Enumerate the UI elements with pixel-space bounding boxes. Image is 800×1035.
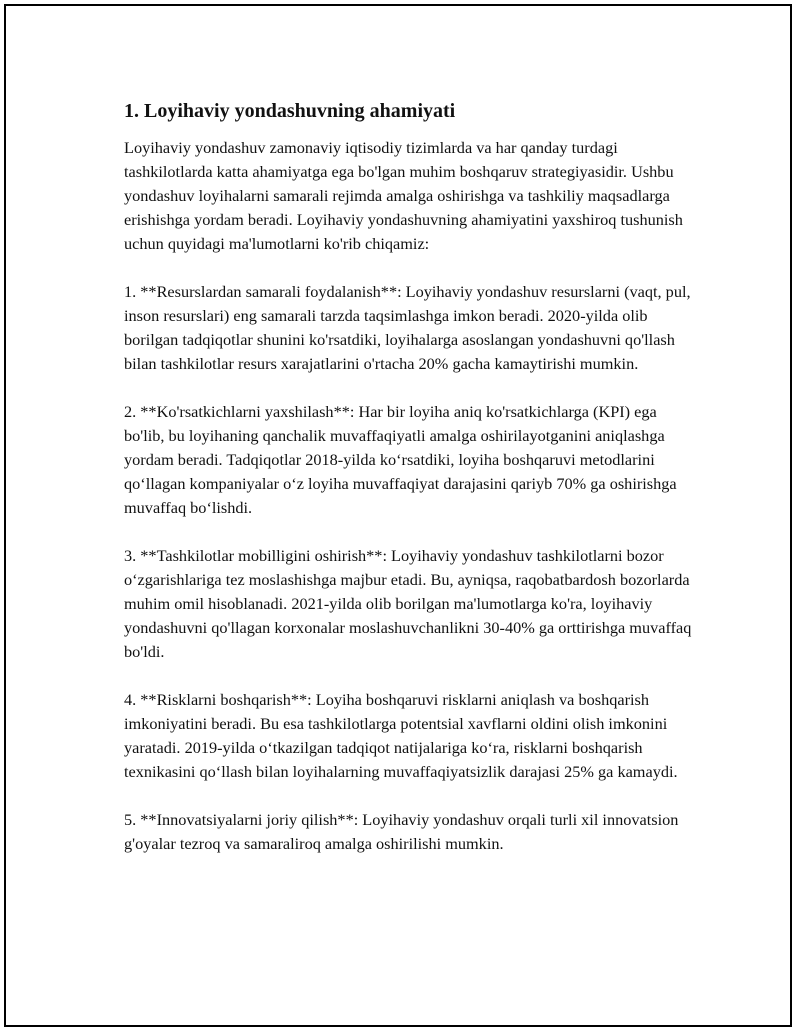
list-item-mobility: 3. **Tashkilotlar mobilligini oshirish**: Loyihaviy yondashuv tashkilotlarni bozor o‘zgarishlariga tez moslashishga majbur etadi. Bu, ayniqsa, raqobatbardosh bozorlarda muhim omil hisoblanadi. 2021-yilda olib borilgan ma'lumotlarga ko'ra, loyihaviy yondashuvni qo'llagan korxonalar moslashuvchanlikni 30-40% ga orttirishga muvaffaq bo'ldi.	[124, 546, 692, 661]
list-item-risks: 4. **Risklarni boshqarish**: Loyiha boshqaruvi risklarni aniqlash va boshqarish imkoniyatini beradi. Bu esa tashkilotlarga potentsial xavflarni oldini olish imkonini yaratadi. 2019-yilda o‘tkazilgan tadqiqot natijalariga ko‘ra, risklarni boshqarish texnikasini qo‘llash bilan loyihalarning muvaffaqiyatsizlik darajasi 25% ga kamaydi.	[124, 690, 678, 781]
list-item-indicators: 2. **Ko'rsatkichlarni yaxshilash**: Har bir loyiha aniq ko'rsatkichlarga (KPI) ega bo'lib, bu loyihaning qanchalik muvaffaqiyatli amalga oshirilayotganini aniqlashga yordam beradi. Tadqiqotlar 2018-yilda ko‘rsatdiki, loyiha boshqaruvi metodlarini qo‘llagan kompaniyalar o‘z loyiha muvaffaqiyat darajasini qariyb 70% ga oshirishga muvaffaq bo‘lishdi.	[124, 402, 677, 517]
intro-paragraph: Loyihaviy yondashuv zamonaviy iqtisodiy tizimlarda va har qanday turdagi tashkilotlarda katta ahamiyatga ega bo'lgan muhim boshqaruv strategiyasidir. Ushbu yondashuv loyihalarni samarali rejimda amalga oshirishga va tashkiliy maqsadlarga erishishga yordam beradi. Loyihaviy yondashuvning ahamiyatini yaxshiroq tushunish uchun quyidagi ma'lumotlarni ko'rib chiqamiz:	[124, 138, 683, 253]
list-item-resources: 1. **Resurslardan samarali foydalanish**: Loyihaviy yondashuv resurslarni (vaqt, pul, inson resurslari) eng samarali tarzda taqsimlashga imkon beradi. 2020-yilda olib borilgan tadqiqotlar shunini ko'rsatdiki, loyihalarga asoslangan yondashuvni qo'llash bilan tashkilotlar resurs xarajatlarini o'rtacha 20% gacha kamaytirishi mumkin.	[124, 282, 691, 373]
list-item-innovations: 5. **Innovatsiyalarni joriy qilish**: Loyihaviy yondashuv orqali turli xil innovatsion g'oyalar tezroq va samaraliroq amalga oshirilishi mumkin.	[124, 810, 679, 853]
document-body	[124, 98, 699, 856]
document-title: 1. Loyihaviy yondashuvning ahamiyati	[124, 100, 456, 122]
page-frame	[4, 4, 792, 1027]
